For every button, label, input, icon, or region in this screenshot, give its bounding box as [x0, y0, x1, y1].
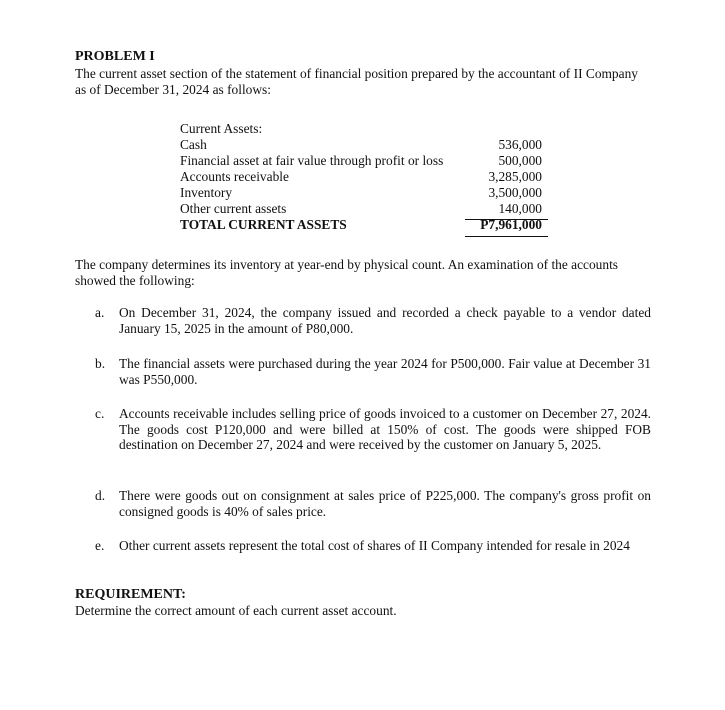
total-rule-top [465, 219, 548, 220]
table-header-row [180, 121, 550, 137]
problem-title: PROBLEM I [75, 49, 155, 64]
row-label: Inventory [180, 185, 233, 200]
table-row [180, 169, 550, 185]
total-value: P7,961,000 [480, 217, 542, 232]
current-assets-table [180, 121, 550, 233]
table-row [180, 137, 550, 153]
current-assets-header: Current Assets: [180, 121, 263, 136]
item-text: Other current assets represent the total cost of shares of II Company intended for resale in 2024 [119, 538, 630, 553]
item-marker: e. [95, 538, 105, 553]
examination-paragraph: The company determines its inventory at year-end by physical count. An examination of the accounts showed the following: [75, 257, 619, 288]
row-label: Financial asset at fair value through profit or loss [180, 153, 444, 168]
item-text: On December 31, 2024, the company issued and recorded a check payable to a vendor dated January 15, 2025 in the amount of P80,000. [119, 305, 651, 336]
table-row [180, 185, 550, 201]
table-row [180, 201, 550, 217]
requirement-heading: REQUIREMENT: [75, 587, 186, 602]
problem-intro: The current asset section of the statement of financial position prepared by the accountant of II Company as of December 31, 2024 as follows: [75, 66, 638, 97]
row-label: Other current assets [180, 201, 287, 216]
item-text: The financial assets were purchased during the year 2024 for P500,000. Fair value at December 31 was P550,000. [119, 356, 651, 387]
requirement-text: Determine the correct amount of each current asset account. [75, 603, 397, 618]
item-text: There were goods out on consignment at sales price of P225,000. The company's gross profit on consigned goods is 40% of sales price. [119, 488, 651, 519]
row-value: 3,500,000 [488, 185, 542, 200]
table-row [180, 153, 550, 169]
row-value: 500,000 [498, 153, 542, 168]
row-value: 3,285,000 [488, 169, 542, 184]
item-marker: c. [95, 406, 105, 421]
item-text: Accounts receivable includes selling price of goods invoiced to a customer on December 27, 2024. The goods cost P120,000 and were billed at 150% of cost. The goods were shipped FOB destination on December 27, 2024 and were received by the customer on January 5, 2025. [119, 406, 651, 452]
total-label: TOTAL CURRENT ASSETS [180, 217, 347, 232]
item-marker: a. [95, 305, 105, 320]
row-value: 140,000 [498, 201, 542, 216]
total-rule-bottom [465, 236, 548, 237]
row-label: Cash [180, 137, 207, 152]
row-value: 536,000 [498, 137, 542, 152]
item-marker: b. [95, 356, 106, 371]
row-label: Accounts receivable [180, 169, 289, 184]
item-marker: d. [95, 488, 106, 503]
